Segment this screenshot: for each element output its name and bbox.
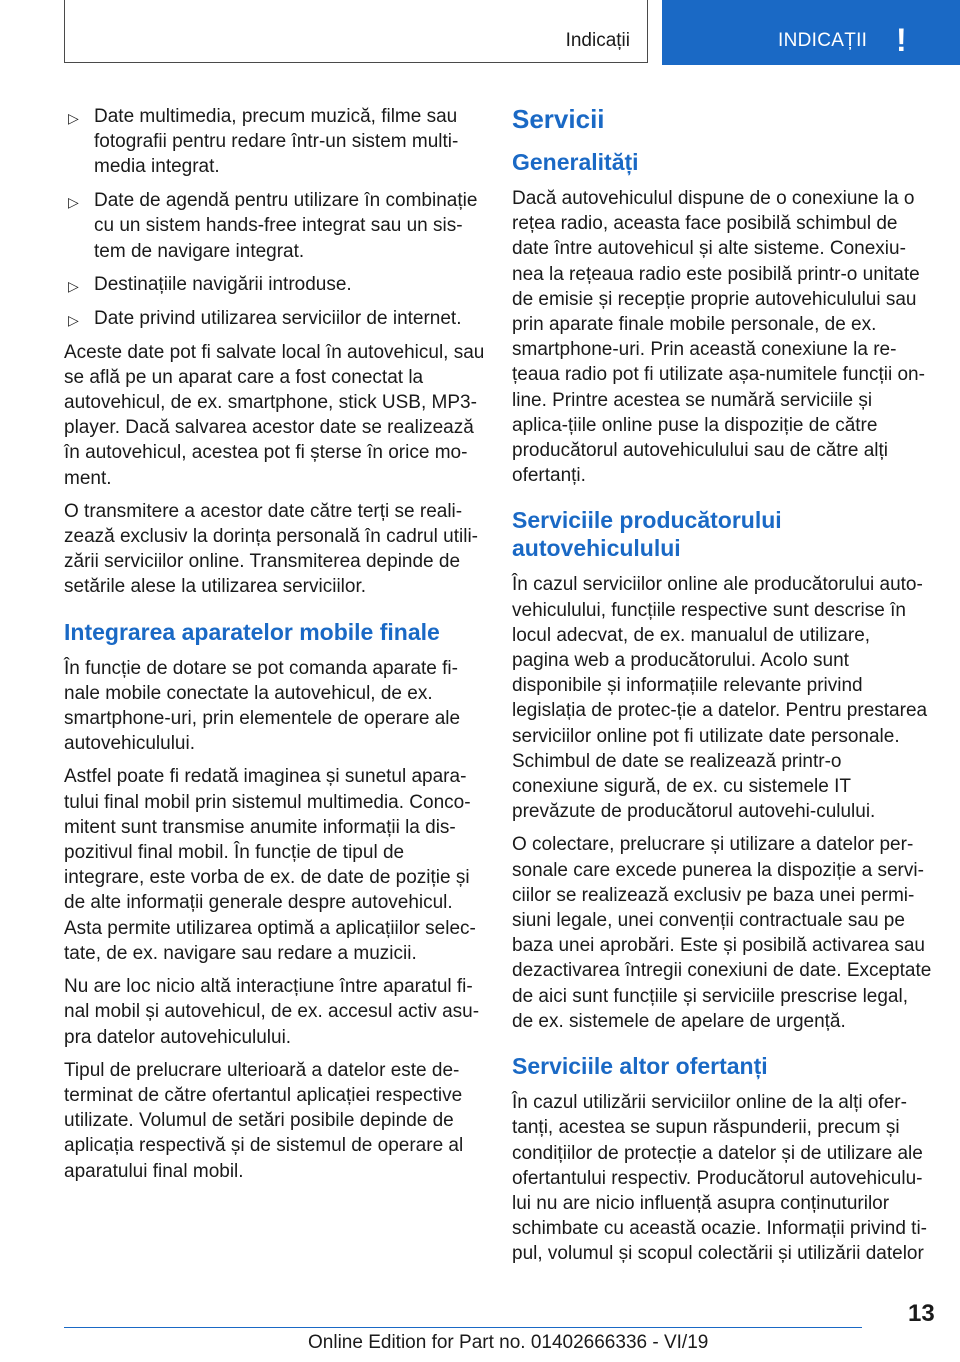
- section-heading: Serviciile altor ofertanți: [512, 1053, 768, 1080]
- section-heading: Serviciile producătorului autovehiculului: [512, 507, 782, 562]
- list-item-text: Date de agendă pentru utilizare în combinație cu un sistem hands-free integrat sau un sis-tem de navigare integrat.: [94, 190, 478, 262]
- paragraph: Tipul de prelucrare ulterioară a datelor este de-terminat de către ofertantul aplicației respective utilizate. Volumul de setări posibile depinde de aplicația respectivă și de sistemul de operare al aparatului final mobil.: [64, 1059, 464, 1182]
- paragraph: Nu are loc nicio altă interacțiune între aparatul fi-nal mobil și autovehicul, de ex. accesul activ asu-pra datelor autovehiculului.: [64, 976, 480, 1048]
- paragraph: O colectare, prelucrare și utilizare a datelor per-sonale care excede punerea la dispoziție a servi-ciilor se realizează exclusiv pe baza unei permi-siuni legale, unei convenții contractuale sau pe baza unei aprobări. Este și posibilă activarea sau dezactivarea întregii conexiuni de date. Exceptate de aici sunt funcțiile și serviciile prescrise legal, de ex. sistemele de apelare de urgență.: [512, 834, 932, 1032]
- paragraph: În funcție de dotare se pot comanda aparate fi-nale mobile conectate la autovehicul, de ex. smartphone-uri, prin elementele de operare ale autovehiculului.: [64, 657, 461, 755]
- list-item-text: Destinațiile navigării introduse.: [94, 274, 352, 296]
- paragraph: Dacă autovehiculul dispune de o conexiune la o rețea radio, aceasta face posibilă schimbul de date între autovehicul și alte sisteme. Conexiu-nea la rețeaua radio este posibilă printr-o unitate de emisie și recepție proprie autovehiculului sau prin aparate finale mobile personale, de ex. smartphone-uri. Prin această conexiune la re-țeaua radio pot fi utilizate așa-numitele funcții on-line. Printre acestea se numără serviciile și aplica-țiile online puse la dispoziție de către producătorul autovehiculului sau de către alți ofertanți.: [512, 188, 925, 487]
- section-heading: Generalități: [512, 149, 639, 175]
- triangle-bullet-icon: ▷: [68, 311, 79, 328]
- list-item: [64, 188, 486, 264]
- right-column: [512, 104, 932, 1275]
- paragraph: În cazul utilizării serviciilor online de la alți ofer-tanți, acestea se supun răspunderii, precum și condițiilor de protecție a datelor și de utilizare ale ofertantului respectiv. Producătorul autovehiculu-lui nu are nicio influență asupra conținuturilor schimbate cu această ocazie. Informații privind ti-pul, volumul și scopul colectării și utilizării datelor: [512, 1092, 928, 1265]
- list-item: [64, 272, 486, 297]
- list-item-text: Date privind utilizarea serviciilor de internet.: [94, 307, 462, 329]
- page-number: 13: [908, 1300, 935, 1327]
- list-item: [64, 104, 486, 180]
- left-column: [64, 104, 486, 1192]
- header-section-title: Indicații: [565, 30, 630, 51]
- chapter-title: Servicii: [512, 104, 605, 134]
- header-chapter-tab: [662, 0, 960, 65]
- triangle-bullet-icon: ▷: [68, 278, 79, 295]
- section-heading: Integrarea aparatelor mobile finale: [64, 618, 440, 645]
- paragraph: Aceste date pot fi salvate local în autovehicul, sau se află pe un aparat care a fost conectat la autovehicul, de ex. smartphone, stick USB, MP3-player. Dacă salvarea acestor date se realizează în autovehicul, acestea pot fi șterse în orice mo-ment.: [64, 341, 485, 489]
- paragraph: Astfel poate fi redată imaginea și sunetul apara-tului final mobil prin sistemul multimedia. Conco-mitent sunt transmise anumite informații la dis-pozitivul final mobil. În funcție de tipul de integrare, este vorba de ex. de date de poziție și de alte informații generale despre autovehicul. Asta permite utilizarea optimă a aplicațiilor selec-tate, de ex. navigare sau redare a muzicii.: [64, 766, 476, 964]
- paragraph: În cazul serviciilor online ale producătorului auto-vehiculului, funcțiile respective sunt descrise în locul adecvat, de ex. manualul de utilizare, pagina web a producătorului. Acolo sunt disponibile și informațiile relevante privind legislația de protec-ție a datelor. Pentru prestarea serviciilor online pot fi utilizate date personale. Schimbul de date se realizează printr-o conexiune sigură, de ex. cu sistemele IT prevăzute de producătorul autovehi-culului.: [512, 574, 928, 823]
- list-item: [64, 306, 486, 331]
- paragraph: O transmitere a acestor date către terți se reali-zează exclusiv la dorința personală în cadrul utili-zării serviciilor online. Transmiterea depinde de setările alese la utilizarea serviciilor.: [64, 500, 478, 598]
- header-frame: [64, 0, 648, 63]
- chapter-tab-label: INDICAȚII: [778, 30, 868, 51]
- footer-edition-text: Online Edition for Part no. 01402666336 - VI/19: [308, 1332, 709, 1353]
- footer-divider: [64, 1327, 862, 1328]
- exclamation-icon: !: [896, 22, 907, 58]
- triangle-bullet-icon: ▷: [68, 194, 79, 211]
- triangle-bullet-icon: ▷: [68, 110, 79, 126]
- list-item-text: Date multimedia, precum muzică, filme sau fotografii pentru redare într-un sistem multi-media integrat.: [94, 106, 459, 178]
